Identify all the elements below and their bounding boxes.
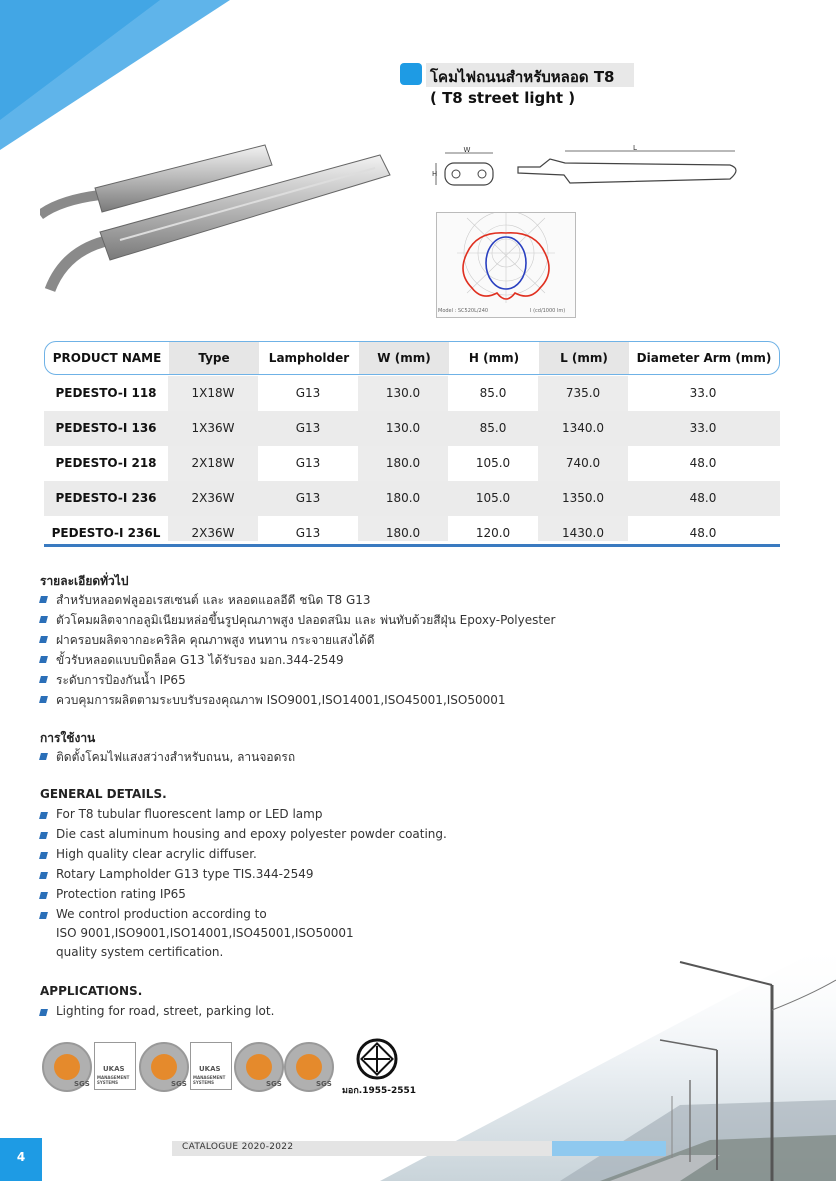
- cell-w: 130.0: [385, 386, 421, 400]
- thai-details-heading: รายละเอียดทั่วไป: [40, 574, 129, 588]
- list-item: ระดับการป้องกันน้ำ IP65: [56, 673, 186, 687]
- polar-model-caption: Model : SC520L/240: [438, 308, 489, 314]
- w-dimension-label: W: [463, 146, 471, 154]
- list-item-continuation: ISO 9001,ISO9001,ISO14001,ISO45001,ISO50001: [56, 926, 354, 940]
- list-item: For T8 tubular fluorescent lamp or LED lamp: [56, 807, 323, 821]
- street-scene-image: [380, 900, 836, 1181]
- tis-standard-number: มอก.1955-2551: [342, 1086, 417, 1096]
- header-lampholder: Lampholder: [268, 351, 350, 365]
- cell-diameter-arm: 33.0: [689, 386, 717, 400]
- cell-w: 180.0: [385, 456, 421, 470]
- header-type: Type: [198, 351, 230, 365]
- cell-lampholder: G13: [295, 421, 321, 435]
- cell-h: 105.0: [475, 491, 511, 505]
- cell-h: 105.0: [475, 456, 511, 470]
- sgs-cert-logo: SGS: [234, 1042, 284, 1092]
- bullet-icon: [39, 696, 48, 703]
- list-item: Protection rating IP65: [56, 887, 186, 901]
- bullet-icon: [39, 892, 48, 899]
- cell-w: 130.0: [385, 421, 421, 435]
- header-diameter-arm: Diameter Arm (mm): [636, 351, 772, 365]
- table-row: [44, 411, 780, 446]
- header-w: W (mm): [377, 351, 431, 365]
- bullet-icon: [39, 812, 48, 819]
- list-item: ตัวโคมผลิตจากอลูมิเนียมหล่อขึ้นรูปคุณภาพสูง ปลอดสนิม และ พ่นทับด้วยสีฝุ่น Epoxy-Polyester: [56, 613, 556, 627]
- cell-l: 1430.0: [562, 526, 604, 540]
- sgs-cert-logo: SGS: [42, 1042, 92, 1092]
- list-item-continuation: quality system certification.: [56, 945, 224, 959]
- bullet-icon: [39, 753, 48, 760]
- cell-l: 735.0: [565, 386, 601, 400]
- list-item: We control production according to: [56, 907, 267, 921]
- page-number: 4: [16, 1150, 26, 1164]
- page-title-english: ( T8 street light ): [430, 89, 576, 107]
- cell-type: 2X36W: [191, 491, 235, 505]
- light-distribution-diagram: [436, 212, 576, 318]
- cell-lampholder: G13: [295, 386, 321, 400]
- list-item: สำหรับหลอดฟลูออเรสเซนต์ และ หลอดแอลอีดี ชนิด T8 G13: [56, 593, 371, 607]
- cell-lampholder: G13: [295, 491, 321, 505]
- list-item: Lighting for road, street, parking lot.: [56, 1004, 275, 1018]
- cell-lampholder: G13: [295, 456, 321, 470]
- bullet-icon: [39, 616, 48, 623]
- cell-type: 1X18W: [191, 386, 235, 400]
- bullet-icon: [39, 636, 48, 643]
- cell-l: 1350.0: [562, 491, 604, 505]
- ukas-cert-logo: UKAS MANAGEMENT SYSTEMS: [190, 1042, 232, 1090]
- list-item: ขั้วรับหลอดแบบบิดล็อค G13 ได้รับรอง มอก.344-2549: [56, 653, 344, 667]
- cell-w: 180.0: [385, 526, 421, 540]
- cell-product-name: PEDESTO-I 236: [55, 491, 157, 505]
- l-dimension-label: L: [633, 145, 637, 152]
- bullet-icon: [39, 1009, 48, 1016]
- bullet-icon: [39, 852, 48, 859]
- cell-diameter-arm: 48.0: [689, 456, 717, 470]
- catalogue-label: CATALOGUE 2020-2022: [182, 1142, 294, 1152]
- table-row: [44, 446, 780, 481]
- ukas-cert-logo: UKAS MANAGEMENT SYSTEMS: [94, 1042, 136, 1090]
- cell-h: 120.0: [475, 526, 511, 540]
- list-item: ฝาครอบผลิตจากอะคริลิค คุณภาพสูง ทนทาน กระจายแสงได้ดี: [56, 633, 375, 647]
- bullet-icon: [39, 596, 48, 603]
- cell-lampholder: G13: [295, 526, 321, 540]
- list-item: Rotary Lampholder G13 type TIS.344-2549: [56, 867, 314, 881]
- cell-product-name: PEDESTO-I 136: [55, 421, 157, 435]
- product-photo: [40, 140, 400, 300]
- page-title-thai: โคมไฟถนนสำหรับหลอด T8: [430, 68, 615, 86]
- polar-unit-caption: I (cd/1000 lm): [530, 308, 566, 314]
- tis-standard-logo: [356, 1038, 398, 1080]
- cell-l: 1340.0: [562, 421, 604, 435]
- cell-w: 180.0: [385, 491, 421, 505]
- cell-h: 85.0: [479, 421, 507, 435]
- list-item: High quality clear acrylic diffuser.: [56, 847, 257, 861]
- list-item: Die cast aluminum housing and epoxy polyester powder coating.: [56, 827, 447, 841]
- applications-heading: APPLICATIONS.: [40, 984, 143, 998]
- corner-decoration-inner: [0, 0, 160, 120]
- cell-product-name: PEDESTO-I 118: [55, 386, 157, 400]
- table-header: [44, 341, 780, 375]
- header-h: H (mm): [468, 351, 520, 365]
- sgs-cert-logo: SGS: [284, 1042, 334, 1092]
- header-l: L (mm): [560, 351, 608, 365]
- bullet-icon: [39, 676, 48, 683]
- table-bottom-rule: [44, 544, 780, 547]
- list-item: ควบคุมการผลิตตามระบบรับรองคุณภาพ ISO9001,ISO14001,ISO45001,ISO50001: [56, 693, 506, 707]
- cell-type: 1X36W: [191, 421, 235, 435]
- thai-usage-heading: การใช้งาน: [40, 731, 96, 745]
- footer-accent: [552, 1141, 666, 1156]
- cell-type: 2X36W: [191, 526, 235, 540]
- dimension-drawing: [430, 145, 750, 195]
- cell-diameter-arm: 48.0: [689, 526, 717, 540]
- bullet-icon: [39, 656, 48, 663]
- cell-diameter-arm: 33.0: [689, 421, 717, 435]
- cell-type: 2X18W: [191, 456, 235, 470]
- cell-product-name: PEDESTO-I 218: [55, 456, 157, 470]
- cell-l: 740.0: [565, 456, 601, 470]
- header-product-name: PRODUCT NAME: [52, 351, 162, 365]
- h-dimension-label: H: [432, 170, 438, 178]
- bullet-icon: [39, 872, 48, 879]
- title-marker: [400, 63, 422, 85]
- cell-product-name: PEDESTO-I 236L: [51, 526, 161, 540]
- general-details-heading: GENERAL DETAILS.: [40, 787, 167, 801]
- cell-h: 85.0: [479, 386, 507, 400]
- table-row: [44, 376, 780, 411]
- table-row: [44, 481, 780, 516]
- list-item: ติดตั้งโคมไฟแสงสว่างสำหรับถนน, ลานจอดรถ: [56, 750, 296, 764]
- cell-diameter-arm: 48.0: [689, 491, 717, 505]
- bullet-icon: [39, 832, 48, 839]
- bullet-icon: [39, 912, 48, 919]
- sgs-cert-logo: SGS: [139, 1042, 189, 1092]
